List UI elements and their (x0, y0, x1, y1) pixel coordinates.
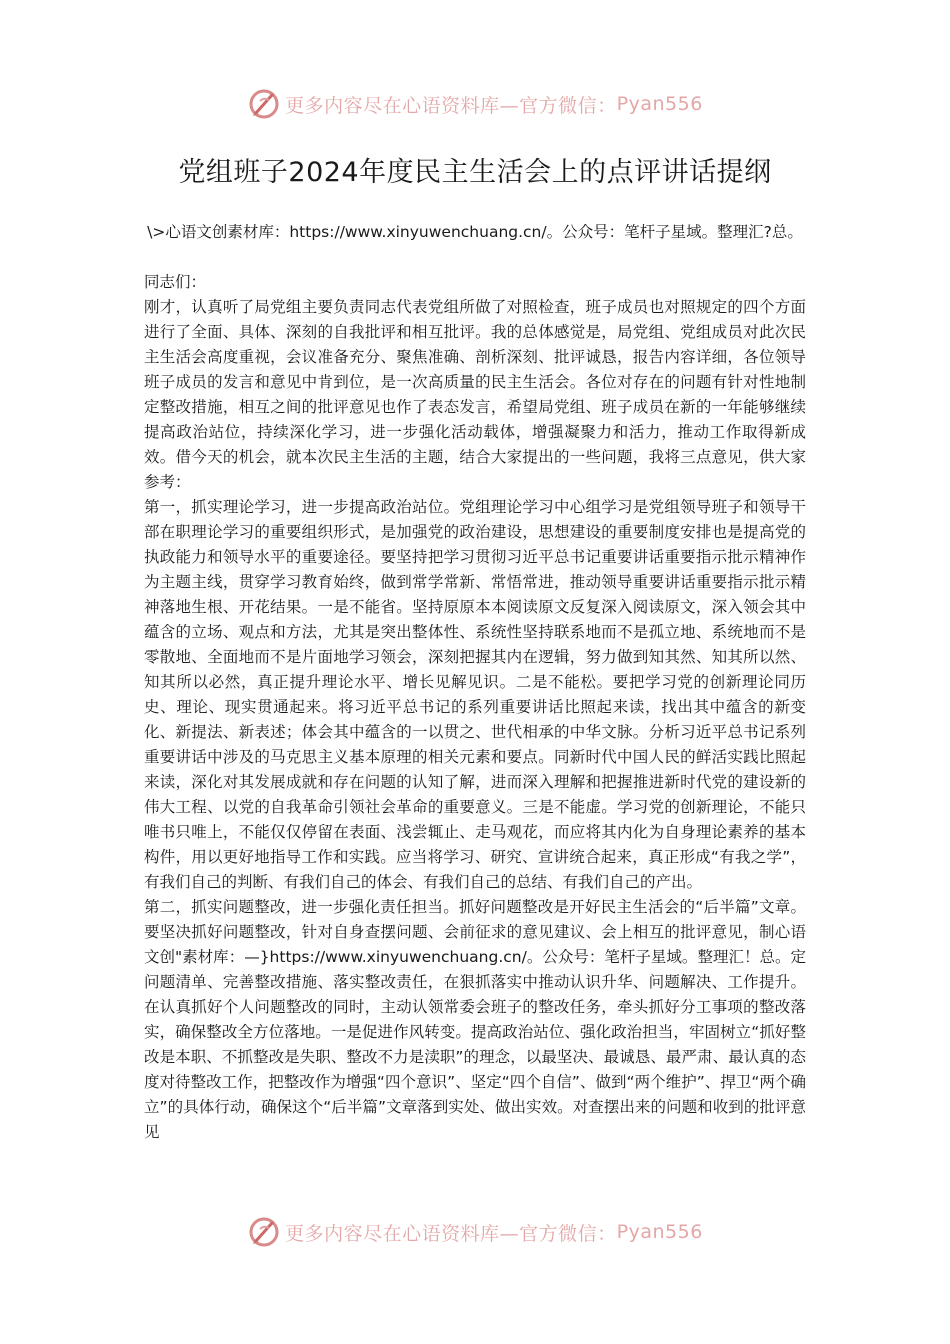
banner-wechat-id: Pyan556 (616, 1221, 703, 1243)
paragraph-intro: 刚才，认真听了局党组主要负责同志代表党组所做了对照检查，班子成员也对照规定的四个方面进行了全面、具体、深刻的自我批评和相互批评。我的总体感觉是，局党组、党组成员对此次民主生活会高度重视，会议准备充分、聚焦准确、剖析深刻、批评诚恳，报告内容详细，各位领导班子成员的发言和意见中肯到位，是一次高质量的民主生活会。各位对存在的问题有针对性地制定整改措施，相互之间的批评意见也作了表态发言，希望局党组、班子成员在新的一年能够继续提高政治站位，持续深化学习，进一步强化活动载体，增强凝聚力和活力，推动工作取得新成效。借今天的机会，就本次民主生活的主题，结合大家提出的一些问题，我将三点意见，供大家参考： (144, 298, 806, 491)
document-title: 党组班子2024年度民主生活会上的点评讲话提纲 (178, 157, 772, 188)
paragraph-point-one: 第一，抓实理论学习，进一步提高政治站位。党组理论学习中心组学习是党组领导班子和领导干部在职理论学习的重要组织形式，是加强党的政治建设，思想建设的重要制度安排也是提高党的执政能力和领导水平的重要途径。要坚持把学习贯彻习近平总书记重要讲话重要指示批示精神作为主题主线，贯穿学习教育始终，做到常学常新、常悟常进，推动领导重要讲话重要指示批示精神落地生根、开花结果。一是不能省。坚持原原本本阅读原文反复深入阅读原文，深入领会其中蕴含的立场、观点和方法，尤其是突出整体性、系统性坚持联系地而不是孤立地、系统地而不是零散地、全面地而不是片面地学习领会，深刻把握其内在逻辑，努力做到知其然、知其所以然、知其所以必然，真正提升理论水平、增长见解见识。二是不能松。要把学习党的创新理论同历史、理论、现实贯通起来。将习近平总书记的系列重要讲话比照起来读，找出其中蕴含的新变化、新提法、新表述；体会其中蕴含的一以贯之、世代相承的中华文脉。分析习近平总书记系列重要讲话中涉及的马克思主义基本原理的相关元素和要点。同新时代中国人民的鲜活实践比照起来读，深化对其发展成就和存在问题的认知了解，进而深入理解和把握推进新时代党的建设新的伟大工程、以党的自我革命引领社会革命的重要意义。三是不能虚。学习党的创新理论，不能只唯书只唯上，不能仅仅停留在表面、浅尝辄止、走马观花，而应将其内化为自身理论素养的基本构件，用以更好地指导工作和实践。应当将学习、研究、宣讲统合起来，真正形成“有我之学”，有我们自己的判断、有我们自己的体会、有我们自己的总结、有我们自己的产出。 (144, 498, 806, 891)
paragraph-salutation: 同志们： (144, 273, 207, 291)
header-watermark-banner (0, 84, 950, 124)
brush-logo-icon (247, 87, 281, 121)
banner-text: 更多内容尽在心语资料库—官方微信： (285, 94, 617, 117)
brush-logo-icon (247, 1215, 281, 1249)
paragraph-point-two: 第二，抓实问题整改，进一步强化责任担当。抓好问题整改是开好民主生活会的“后半篇”文章。要坚决抓好问题整改，针对自身查摆问题、会前征求的意见建议、会上相互的批评意见，制心语文创"素材库：—}https://www.xinyuwenchuang.cn/。公众号：笔杆子星域。整理汇！总。定问题清单、完善整改措施、落实整改责任，在狠抓落实中推动认识升华、问题解决、工作提升。在认真抓好个人问题整改的同时，主动认领常委会班子的整改任务，牵头抓好分工事项的整改落实，确保整改全方位落地。一是促进作风转变。提高政治站位、强化政治担当，牢固树立“抓好整改是本职、不抓整改是失职、整改不力是渎职”的理念，以最坚决、最诚恳、最严肃、最认真的态度对待整改工作，把整改作为增强“四个意识”、坚定“四个自信”、做到“两个维护”、捍卫“两个确立”的具体行动，确保这个“后半篇”文章落到实处、做出实效。对查摆出来的问题和收到的批评意见 (144, 898, 806, 1141)
source-line: \>心语文创素材库：https://www.xinyuwenchuang.cn/。公众号：笔杆子星域。整理汇?总。 (147, 223, 803, 241)
banner-text: 更多内容尽在心语资料库—官方微信： (285, 1222, 617, 1245)
banner-wechat-id: Pyan556 (616, 93, 703, 115)
document-body (144, 270, 806, 1145)
footer-watermark-banner (0, 1212, 950, 1252)
